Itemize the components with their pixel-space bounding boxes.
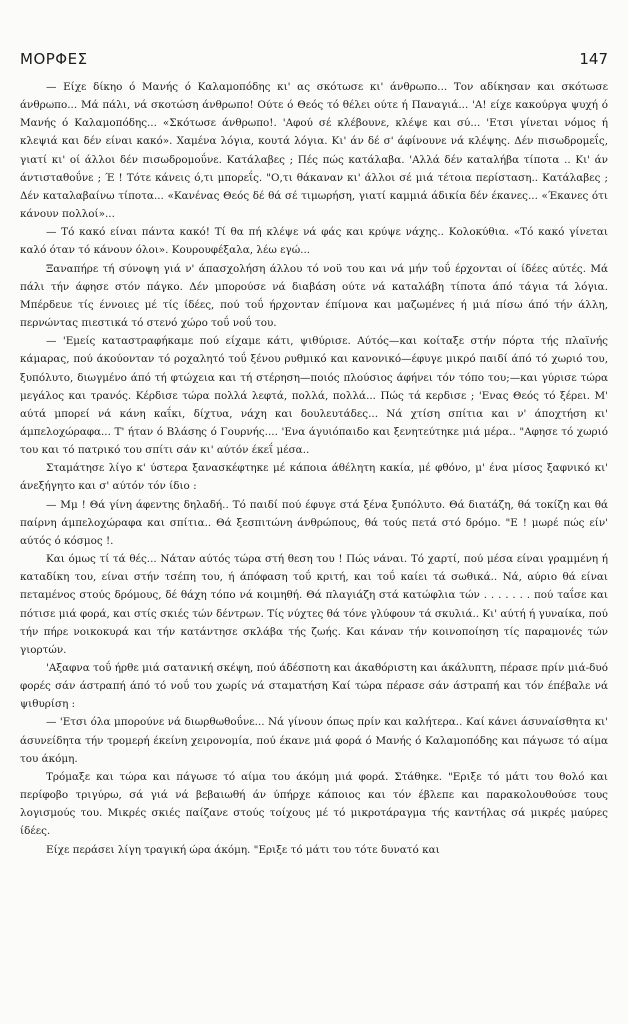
running-head	[20, 50, 608, 70]
paragraph: — 'Ετσι όλα μπορούνε νά διωρθωθοΰνε... Νά γίνουν όπως πρίν και καλήτερα.. Καί κάνει άσυναίσθητα κι' άσυνείδητα τήν τρομερή έκείνη χειρονομία, πού έκανε μιά φορά ό Μανής ό Καλαμοπόδης και πάγωσε τό αίμα του άκόμη.	[20, 716, 608, 765]
paragraph: — Τό κακό είναι πάντα κακό! Τί θα πή κλέψε νά φάς και κρύψε νάχης.. Κολοκύθια. «Τό κακό γίνεται καλό όταν τό κάνουν όλοι». Κουρουφέξαλα, λέω εγώ...	[20, 226, 608, 257]
running-head-title: ΜΟΡΦΕΣ	[20, 50, 88, 68]
paragraph: — Μμ ! Θά γίνη άφεντης δηλαδή.. Τό παιδί πού έφυγε στά ξένα ξυπόλυτο. Θά διατάζη, θά τοκίζη και θά παίρνη άμπελοχώραφα και σπίτια.. Θά ξεσπιτώνη άνθρώπους, θά τούς πετά στό δρόμο. "Ε ! μωρέ πώς είν' αύτός ό κόσμος !.	[20, 498, 608, 547]
paragraph: Είχε περάσει λίγη τραγική ώρα άκόμη. "Εριξε τό μάτι του τότε δυνατό και	[46, 843, 440, 856]
page-number: 147	[579, 50, 608, 68]
paragraph: Ξαναπήρε τή σύνοψη γιά ν' άπασχολήση άλλου τό νοϋ του και νά μήν τοΰ έρχονται οί ίδέες αύτές. Μά πάλι τήν άφησε στόν πάγκο. Δέν μπορούσε νά διαβάση ούτε νά καταλάβη τίποτα άπό τάγια τά λόγια. Μπέρδευε τίς έννοιες μέ τίς ίδέες, πού τοΰ ήρχονταν έπίμονα και μαζωμένες ή μιά πίσω άπό τήν άλλη, περνώντας πιεστικά τό στενό χώρο τοΰ νοΰ του.	[20, 262, 608, 330]
paragraph: — Είχε δίκηο ό Μανής ό Καλαμοπόδης κι' ας σκότωσε κι' άνθρωπο... Τον αδίκησαν και σκότωσε άνθρωπο... Μά πάλι, νά σκοτώση άνθρωπο! Ούτε ό Θεός τό θέλει ούτε ή Παναγιά... 'Α! είχε κακούργα ψυχή ό Μανής ό Καλαμοπόδης... «Σκότωσε άνθρωπο!. 'Αφού σέ κλέβουνε, κλέψε και σύ... 'Ετσι γίνεται νόμος ή κλεψιά και δέν είναι κακό». Χαμένα λόγια, κουτά λόγια. Κι' άν δέ σ' άφίνουνε νά κλέψης. Δέν πισωδρομεΐς, γιατί κι' οί άλλοι δέν πισωδρομοΰνε. Κατάλαβες ; Πές πώς κατάλαβα. 'Αλλά δέν καταλήβα τίποτα .. Κι' άν άντισταθοΰνε ; Έ ! Τότε κάνεις ό,τι μπορεΐς. "Ο,τι θάκαναν κι' άλλοι σέ μιά τέτοια περίσταση.. Κατάλαβες ; Δέν καταλαβαίνω τίποτα... «Κανένας Θεός δέ θά σέ τιμωρήση, γιατί καμμιά άδικία δέν έκανες... «Έκανες ότι κάνουν πολλοί»...	[20, 81, 608, 221]
paragraph: — 'Εμείς καταστραφήκαμε πού είχαμε κάτι, ψιθύρισε. Αύτός—και κοίταξε στήν πόρτα τής πλαϊνής κάμαρας, πού άκούονταν τό ροχαλητό τοΰ ξένου ρυθμικό και κανονικό—έφυγε μικρό παιδί άπό τό χωριό του, ξυπόλυτο, διωγμένο άπό τή φτώχεια και τή στέρηση—ποιός πλούσιος άφήνει τόν τόπο του;—και γύρισε τώρα μεγάλος και τρανός. Κέρδισε τώρα πολλά λεφτά, πολλά, πολλά... Πώς τά κερδισε ; 'Ενας Θεός τό ξέρει. Μ' αύτά μπορεί νά κάνη καΐκι, δίχτυα, νάχη και δουλευτάδες... Νά χτίση σπίτια και ν' άποχτήση κι' άμπελοχώραφα... Τ' ήταν ό Βλάσης ό Γουρνής.... 'Ενα άγυιόπαιδο και ξενητεύτηκε μιά μέρα.. "Αφησε τό χωριό του και τό πατρικό του σπίτι σάν κι' αύτόν έκεΐ μέσα..	[20, 335, 608, 457]
body-text	[20, 78, 608, 859]
paragraph: Σταμάτησε λίγο κ' ύστερα ξανασκέφτηκε μέ κάποια άθέλητη κακία, μέ φθόνο, μ' ένα μίσος ξαφνικό κι' άνεξήγητο και σ' αύτόν τόν ίδιο :	[20, 462, 608, 493]
paragraph: 'Αξαφνα τοΰ ήρθε μιά σατανική σκέψη, πού άδέσποτη και άκαθόριστη και άκάλυπτη, πέρασε πρίν μιά-δυό φορές σάν άστραπή άπό τό νοΰ του χωρίς νά σταματήση Καί τώρα πέρασε σάν άστραπή και τόν έπέβαλε νά ψιθυρίση :	[20, 662, 608, 711]
paragraph: Τρόμαξε και τώρα και πάγωσε τό αίμα του άκόμη μιά φορά. Στάθηκε. "Εριξε τό μάτι του θολό και περίφοβο τριγύρω, σά γιά νά βεβαιωθή άν ύπήρχε κάποιος και τόν έβλεπε και παρακολουθούσε τους λογισμούς του. Μικρές σκιές παίζανε στούς τοίχους μέ τό μικροτάραγμα τής καντήλας σά μικρές μαύρες ίδέες.	[20, 770, 608, 838]
paragraph: Και όμως τί τά θές... Νάταν αύτός τώρα στή θεση του ! Πώς νάναι. Τό χαρτί, πού μέσα είναι γραμμένη ή καταδίκη του, είναι στήν τσέπη του, ή άπόφαση τοΰ κριτή, και τοΰ καίει τά σωθικά.. Νά, αύριο θά είναι πεταμένος στούς δρόμους, δέ θάχη τόπο νά κοιμηθή. Θά πλαγιάζη στά κατώφλια τών . . . . . . . πού ταΐσε και πότισε μιά φορά, και στίς σκιές τών δέντρων. Τίς νύχτες θά τόνε γλύφουν τά σκυλιά.. Κι' αύτή ή γυναίκα, πού τήν πήρε νοικοκυρά και τήν κατάντησε σκλάβα τής ζωής. Και κάναν τήν κοινοποίηση τίς παραμονές τών γιορτών.	[20, 553, 608, 656]
